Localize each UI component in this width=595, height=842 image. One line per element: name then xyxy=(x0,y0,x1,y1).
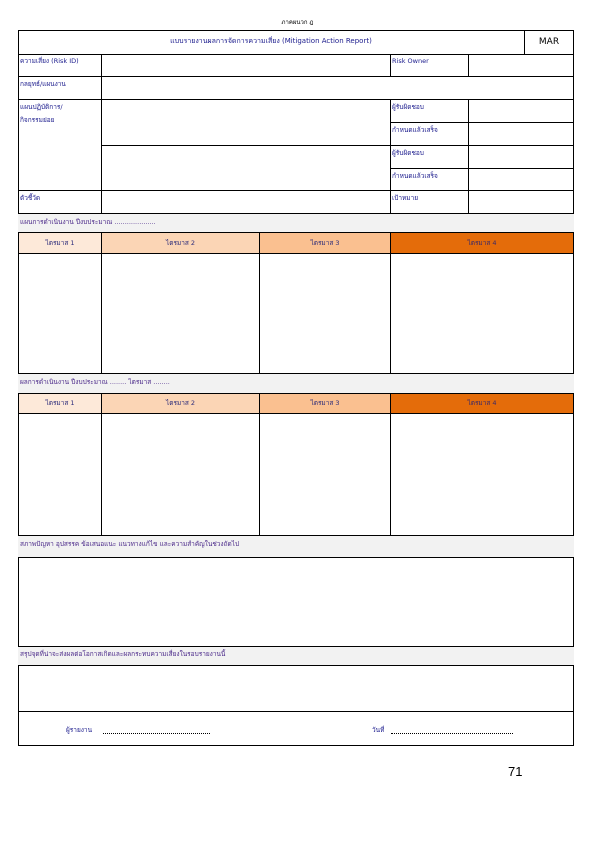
result-quarter-1: ไตรมาส 1 xyxy=(19,394,101,413)
plan-q4-cell[interactable] xyxy=(391,254,573,372)
plan-input-2[interactable] xyxy=(101,146,390,190)
problems-heading: สภาพปัญหา อุปสรรค ข้อเสนอแนะ แนวทางแก้ไข และความสำคัญในช่วงถัดไป xyxy=(20,540,240,548)
indicator-label: ตัวชี้วัด xyxy=(20,194,41,202)
plan-label-line1: แผนปฏิบัติการ/ xyxy=(20,103,63,111)
plan-input-1[interactable] xyxy=(101,100,390,145)
problems-input[interactable] xyxy=(19,558,573,646)
risk-id-input[interactable] xyxy=(101,55,390,76)
plan-quarter-1: ไตรมาส 1 xyxy=(19,233,101,253)
result-section-heading: ผลการดำเนินงาน ปีงบประมาณ ........ ไตรมาส ........ xyxy=(20,378,170,386)
summary-heading: สรุปจุดที่น่าจะส่งผลต่อโอกาสเกิดและผลกระทบความเสี่ยงในรอบรายงานนี้ xyxy=(20,650,226,658)
deadline-input-2[interactable] xyxy=(468,169,574,190)
result-quarter-2: ไตรมาส 2 xyxy=(102,394,259,413)
indicator-input[interactable] xyxy=(101,191,390,213)
date-label: วันที่ xyxy=(372,726,385,734)
responsible-label-1: ผู้รับผิดชอบ xyxy=(392,103,424,111)
page-number: 71 xyxy=(508,764,523,779)
reporter-label: ผู้รายงาน xyxy=(66,726,93,734)
result-q2-cell[interactable] xyxy=(102,414,259,534)
date-line[interactable] xyxy=(391,733,513,734)
risk-owner-input[interactable] xyxy=(468,55,574,76)
strategy-input[interactable] xyxy=(101,77,574,99)
plan-q1-cell[interactable] xyxy=(19,254,101,372)
plan-quarter-2: ไตรมาส 2 xyxy=(102,233,259,253)
responsible-label-2: ผู้รับผิดชอบ xyxy=(392,149,424,157)
form-code: MAR xyxy=(538,37,560,47)
result-quarter-4: ไตรมาส 4 xyxy=(391,394,573,413)
plan-section-heading: แผนการดำเนินงาน ปีงบประมาณ .................... xyxy=(20,218,156,226)
risk-id-label: ความเสี่ยง (Risk ID) xyxy=(20,57,79,65)
responsible-input-2[interactable] xyxy=(468,146,574,168)
plan-quarter-4: ไตรมาส 4 xyxy=(391,233,573,253)
plan-q3-cell[interactable] xyxy=(260,254,390,372)
result-q4-cell[interactable] xyxy=(391,414,573,534)
summary-input[interactable] xyxy=(19,666,573,711)
deadline-input-1[interactable] xyxy=(468,123,574,145)
plan-quarter-3: ไตรมาส 3 xyxy=(260,233,390,253)
form-title: แบบรายงานผลการจัดการความเสี่ยง (Mitigation Action Report) xyxy=(170,37,372,45)
result-quarter-3: ไตรมาส 3 xyxy=(260,394,390,413)
plan-q2-cell[interactable] xyxy=(102,254,259,372)
deadline-label-2: กำหนดแล้วเสร็จ xyxy=(392,172,438,180)
responsible-input-1[interactable] xyxy=(468,100,574,122)
deadline-label-1: กำหนดแล้วเสร็จ xyxy=(392,126,438,134)
strategy-label: กลยุทธ์/แผนงาน xyxy=(20,80,66,88)
plan-label xyxy=(20,103,63,125)
target-input[interactable] xyxy=(468,191,574,213)
annex-label: ภาคผนวก ฎ xyxy=(281,19,314,26)
plan-label-line2: กิจกรรมย่อย xyxy=(20,115,55,124)
risk-owner-label: Risk Owner xyxy=(392,57,429,65)
result-q3-cell[interactable] xyxy=(260,414,390,534)
result-q1-cell[interactable] xyxy=(19,414,101,534)
reporter-signature-line[interactable] xyxy=(103,733,210,734)
target-label: เป้าหมาย xyxy=(392,194,419,202)
